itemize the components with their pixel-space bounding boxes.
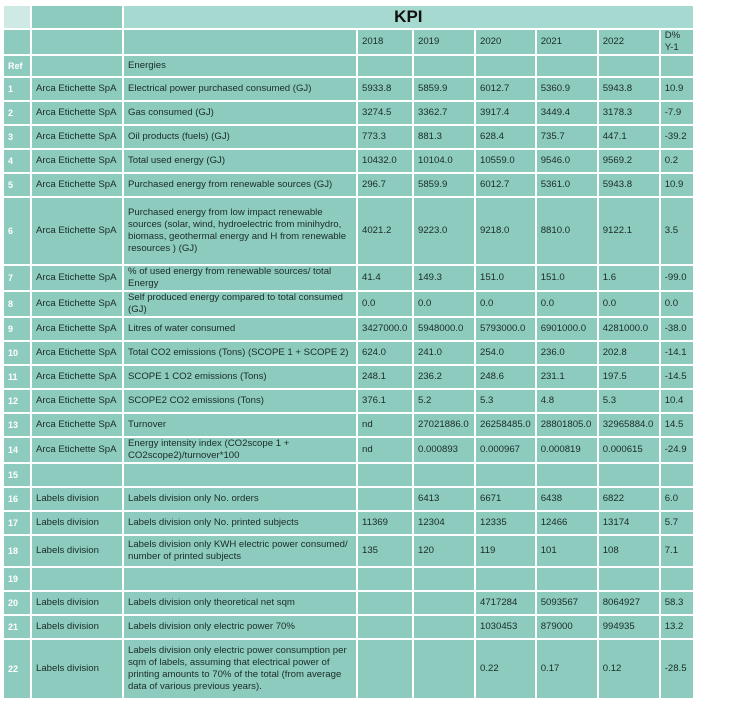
row-ref: 8	[4, 292, 30, 316]
row-entity: Arca Etichette SpA	[32, 366, 122, 388]
value-2018	[358, 464, 412, 486]
value-2020: 10559.0	[476, 150, 535, 172]
row-entity: Arca Etichette SpA	[32, 318, 122, 340]
ref-header: Ref	[4, 56, 30, 76]
value-2022: 32965884.0	[599, 414, 659, 436]
value-2022: 5.3	[599, 390, 659, 412]
row-ref: 12	[4, 390, 30, 412]
row-entity: Arca Etichette SpA	[32, 292, 122, 316]
value-2018: 773.3	[358, 126, 412, 148]
row-entity: Arca Etichette SpA	[32, 150, 122, 172]
value-delta: 5.7	[661, 512, 693, 534]
value-delta: 7.1	[661, 536, 693, 566]
column-header-2018: 2018	[358, 30, 412, 54]
row-description: SCOPE2 CO2 emissions (Tons)	[124, 390, 356, 412]
value-2021: 151.0	[537, 266, 597, 290]
value-2018: 3427000.0	[358, 318, 412, 340]
section-empty-cell	[537, 56, 597, 76]
value-2022: 108	[599, 536, 659, 566]
value-2019	[414, 640, 474, 698]
value-2021: 236.0	[537, 342, 597, 364]
row-entity: Arca Etichette SpA	[32, 78, 122, 100]
column-header-2021: 2021	[537, 30, 597, 54]
row-entity: Labels division	[32, 592, 122, 614]
section-empty-cell	[476, 56, 535, 76]
row-ref: 5	[4, 174, 30, 196]
value-2019: 120	[414, 536, 474, 566]
row-description: Labels division only electric power 70%	[124, 616, 356, 638]
value-2022: 994935	[599, 616, 659, 638]
value-2019: 5.2	[414, 390, 474, 412]
value-2019	[414, 568, 474, 590]
kpi-table	[2, 4, 695, 700]
row-description: Labels division only No. printed subjects	[124, 512, 356, 534]
value-delta: -39.2	[661, 126, 693, 148]
row-entity: Labels division	[32, 488, 122, 510]
row-ref: 17	[4, 512, 30, 534]
table-row	[4, 616, 693, 638]
value-2021: 5361.0	[537, 174, 597, 196]
value-2019: 0.000893	[414, 438, 474, 462]
row-ref: 16	[4, 488, 30, 510]
value-2019	[414, 464, 474, 486]
value-2022: 4281000.0	[599, 318, 659, 340]
value-2019: 149.3	[414, 266, 474, 290]
row-entity: Arca Etichette SpA	[32, 102, 122, 124]
row-entity: Arca Etichette SpA	[32, 414, 122, 436]
value-2021	[537, 464, 597, 486]
title-row	[4, 6, 693, 28]
value-delta: -14.1	[661, 342, 693, 364]
table-row	[4, 390, 693, 412]
section-entity-cell	[32, 56, 122, 76]
value-2019	[414, 592, 474, 614]
table-row	[4, 292, 693, 316]
table-row	[4, 640, 693, 698]
value-2020: 5.3	[476, 390, 535, 412]
row-entity: Labels division	[32, 512, 122, 534]
value-2020: 0.000967	[476, 438, 535, 462]
value-2018: 11369	[358, 512, 412, 534]
value-2019: 5859.9	[414, 174, 474, 196]
value-2019: 0.0	[414, 292, 474, 316]
value-delta: 3.5	[661, 198, 693, 264]
row-entity: Arca Etichette SpA	[32, 438, 122, 462]
value-2019: 9223.0	[414, 198, 474, 264]
title-corner	[4, 6, 30, 28]
row-ref: 19	[4, 568, 30, 590]
value-2020: 6671	[476, 488, 535, 510]
value-2019: 27021886.0	[414, 414, 474, 436]
column-header-2019: 2019	[414, 30, 474, 54]
table-row	[4, 126, 693, 148]
header-blank-desc	[124, 30, 356, 54]
value-delta: -99.0	[661, 266, 693, 290]
column-header-2022: 2022	[599, 30, 659, 54]
value-2021: 5360.9	[537, 78, 597, 100]
row-description: Electrical power purchased consumed (GJ)	[124, 78, 356, 100]
table-row	[4, 568, 693, 590]
value-2022	[599, 464, 659, 486]
row-description: Gas consumed (GJ)	[124, 102, 356, 124]
row-description: Labels division only theoretical net sqm	[124, 592, 356, 614]
table-row	[4, 174, 693, 196]
header-blank-ref	[4, 30, 30, 54]
value-2022: 0.000615	[599, 438, 659, 462]
value-2018: 248.1	[358, 366, 412, 388]
value-2019: 10104.0	[414, 150, 474, 172]
row-ref: 11	[4, 366, 30, 388]
value-2021: 6901000.0	[537, 318, 597, 340]
value-2021: 231.1	[537, 366, 597, 388]
value-2018: 10432.0	[358, 150, 412, 172]
value-2021: 6438	[537, 488, 597, 510]
value-2018	[358, 592, 412, 614]
row-description: Purchased energy from renewable sources (GJ)	[124, 174, 356, 196]
row-ref: 13	[4, 414, 30, 436]
row-description: Energy intensity index (CO2scope 1 + CO2scope2)/turnover*100	[124, 438, 356, 462]
header-blank-entity	[32, 30, 122, 54]
row-ref: 14	[4, 438, 30, 462]
section-row	[4, 56, 693, 76]
value-2019: 241.0	[414, 342, 474, 364]
value-2022: 9569.2	[599, 150, 659, 172]
value-2021: 5093567	[537, 592, 597, 614]
row-entity: Arca Etichette SpA	[32, 174, 122, 196]
value-2019: 6413	[414, 488, 474, 510]
value-2018: 5933.8	[358, 78, 412, 100]
value-2020	[476, 464, 535, 486]
row-ref: 9	[4, 318, 30, 340]
table-row	[4, 512, 693, 534]
value-delta: 10.9	[661, 174, 693, 196]
value-2019	[414, 616, 474, 638]
table-row	[4, 318, 693, 340]
row-description: Labels division only electric power consumption per sqm of labels, assuming that electrical power of printing amounts to 70% of the total (from average data of various previous years).	[124, 640, 356, 698]
value-2022: 8064927	[599, 592, 659, 614]
row-description: Labels division only KWH electric power consumed/ number of printed subjects	[124, 536, 356, 566]
value-delta: 0.2	[661, 150, 693, 172]
value-2019: 5859.9	[414, 78, 474, 100]
row-ref: 18	[4, 536, 30, 566]
value-2022: 3178.3	[599, 102, 659, 124]
row-ref: 21	[4, 616, 30, 638]
row-ref: 20	[4, 592, 30, 614]
value-2021: 0.0	[537, 292, 597, 316]
value-2021: 28801805.0	[537, 414, 597, 436]
value-delta: -24.9	[661, 438, 693, 462]
row-description: Turnover	[124, 414, 356, 436]
value-2020: 6012.7	[476, 174, 535, 196]
value-2022: 1.6	[599, 266, 659, 290]
row-entity	[32, 464, 122, 486]
value-2021: 0.000819	[537, 438, 597, 462]
row-ref: 3	[4, 126, 30, 148]
value-2019: 3362.7	[414, 102, 474, 124]
value-2020: 12335	[476, 512, 535, 534]
row-description: Purchased energy from low impact renewable sources (solar, wind, hydroelectric from minihydro, biomass, geothermal energy and H from renewable resources ) (GJ)	[124, 198, 356, 264]
table-row	[4, 438, 693, 462]
value-2020: 1030453	[476, 616, 535, 638]
value-2018: nd	[358, 414, 412, 436]
row-description	[124, 464, 356, 486]
value-2018: 4021.2	[358, 198, 412, 264]
row-ref: 22	[4, 640, 30, 698]
row-ref: 7	[4, 266, 30, 290]
value-2021: 735.7	[537, 126, 597, 148]
value-delta: -28.5	[661, 640, 693, 698]
value-2022: 9122.1	[599, 198, 659, 264]
table-row	[4, 102, 693, 124]
row-description: Labels division only No. orders	[124, 488, 356, 510]
value-2018: 3274.5	[358, 102, 412, 124]
value-delta: 10.4	[661, 390, 693, 412]
table-row	[4, 592, 693, 614]
value-2018: 0.0	[358, 292, 412, 316]
row-description: Litres of water consumed	[124, 318, 356, 340]
table-row	[4, 342, 693, 364]
row-description: Total CO2 emissions (Tons) (SCOPE 1 + SCOPE 2)	[124, 342, 356, 364]
section-empty-cell	[661, 56, 693, 76]
table-row	[4, 414, 693, 436]
value-2022: 6822	[599, 488, 659, 510]
section-empty-cell	[414, 56, 474, 76]
value-2021: 879000	[537, 616, 597, 638]
row-entity: Labels division	[32, 640, 122, 698]
table-row	[4, 366, 693, 388]
value-2022: 5943.8	[599, 78, 659, 100]
page-title: KPI	[124, 6, 693, 28]
value-2022: 197.5	[599, 366, 659, 388]
value-delta: -7.9	[661, 102, 693, 124]
value-delta	[661, 568, 693, 590]
row-ref: 10	[4, 342, 30, 364]
row-ref: 2	[4, 102, 30, 124]
row-ref: 1	[4, 78, 30, 100]
value-2021: 101	[537, 536, 597, 566]
table-row	[4, 78, 693, 100]
value-2021: 9546.0	[537, 150, 597, 172]
section-empty-cell	[358, 56, 412, 76]
value-2021: 3449.4	[537, 102, 597, 124]
value-2020: 151.0	[476, 266, 535, 290]
value-2022: 0.12	[599, 640, 659, 698]
value-2018: 376.1	[358, 390, 412, 412]
table-row	[4, 198, 693, 264]
value-2020: 4717284	[476, 592, 535, 614]
value-2021: 8810.0	[537, 198, 597, 264]
value-2018: 624.0	[358, 342, 412, 364]
section-label: Energies	[124, 56, 356, 76]
row-entity: Arca Etichette SpA	[32, 266, 122, 290]
row-entity: Arca Etichette SpA	[32, 342, 122, 364]
year-header-row	[4, 30, 693, 54]
value-2022: 0.0	[599, 292, 659, 316]
row-entity: Arca Etichette SpA	[32, 390, 122, 412]
value-2022: 202.8	[599, 342, 659, 364]
value-2018	[358, 616, 412, 638]
row-ref: 15	[4, 464, 30, 486]
value-2022: 447.1	[599, 126, 659, 148]
row-entity	[32, 568, 122, 590]
row-description: % of used energy from renewable sources/ total Energy	[124, 266, 356, 290]
column-header-delta: D% Y-1	[661, 30, 693, 54]
row-description: SCOPE 1 CO2 emissions (Tons)	[124, 366, 356, 388]
row-entity: Labels division	[32, 536, 122, 566]
value-2020: 0.0	[476, 292, 535, 316]
value-2021: 0.17	[537, 640, 597, 698]
value-2020: 119	[476, 536, 535, 566]
value-delta	[661, 464, 693, 486]
value-2018	[358, 488, 412, 510]
value-2018: 296.7	[358, 174, 412, 196]
value-2019: 5948000.0	[414, 318, 474, 340]
value-2021: 4.8	[537, 390, 597, 412]
value-2020: 628.4	[476, 126, 535, 148]
value-delta: -14.5	[661, 366, 693, 388]
value-2020: 0.22	[476, 640, 535, 698]
value-delta: 10.9	[661, 78, 693, 100]
column-header-2020: 2020	[476, 30, 535, 54]
value-2020: 3917.4	[476, 102, 535, 124]
value-2018: nd	[358, 438, 412, 462]
value-delta: 6.0	[661, 488, 693, 510]
value-2020	[476, 568, 535, 590]
row-ref: 4	[4, 150, 30, 172]
value-delta: -38.0	[661, 318, 693, 340]
value-2021	[537, 568, 597, 590]
table-row	[4, 536, 693, 566]
value-2019: 12304	[414, 512, 474, 534]
value-2020: 26258485.0	[476, 414, 535, 436]
value-2022: 13174	[599, 512, 659, 534]
row-description: Oil products (fuels) (GJ)	[124, 126, 356, 148]
value-2020: 248.6	[476, 366, 535, 388]
value-2020: 254.0	[476, 342, 535, 364]
title-entity-cell	[32, 6, 122, 28]
table-row	[4, 150, 693, 172]
table-row	[4, 464, 693, 486]
table-row	[4, 488, 693, 510]
row-ref: 6	[4, 198, 30, 264]
row-entity: Arca Etichette SpA	[32, 198, 122, 264]
row-description: Total used energy (GJ)	[124, 150, 356, 172]
value-2020: 6012.7	[476, 78, 535, 100]
value-2019: 236.2	[414, 366, 474, 388]
value-delta: 13.2	[661, 616, 693, 638]
value-2019: 881.3	[414, 126, 474, 148]
value-delta: 0.0	[661, 292, 693, 316]
value-delta: 58.3	[661, 592, 693, 614]
row-entity: Labels division	[32, 616, 122, 638]
value-2020: 9218.0	[476, 198, 535, 264]
value-2018	[358, 568, 412, 590]
row-entity: Arca Etichette SpA	[32, 126, 122, 148]
value-2020: 5793000.0	[476, 318, 535, 340]
table-row	[4, 266, 693, 290]
section-empty-cell	[599, 56, 659, 76]
value-2021: 12466	[537, 512, 597, 534]
value-2018: 41.4	[358, 266, 412, 290]
value-2022	[599, 568, 659, 590]
row-description	[124, 568, 356, 590]
row-description: Self produced energy compared to total consumed (GJ)	[124, 292, 356, 316]
value-2018	[358, 640, 412, 698]
value-2022: 5943.8	[599, 174, 659, 196]
value-delta: 14.5	[661, 414, 693, 436]
value-2018: 135	[358, 536, 412, 566]
